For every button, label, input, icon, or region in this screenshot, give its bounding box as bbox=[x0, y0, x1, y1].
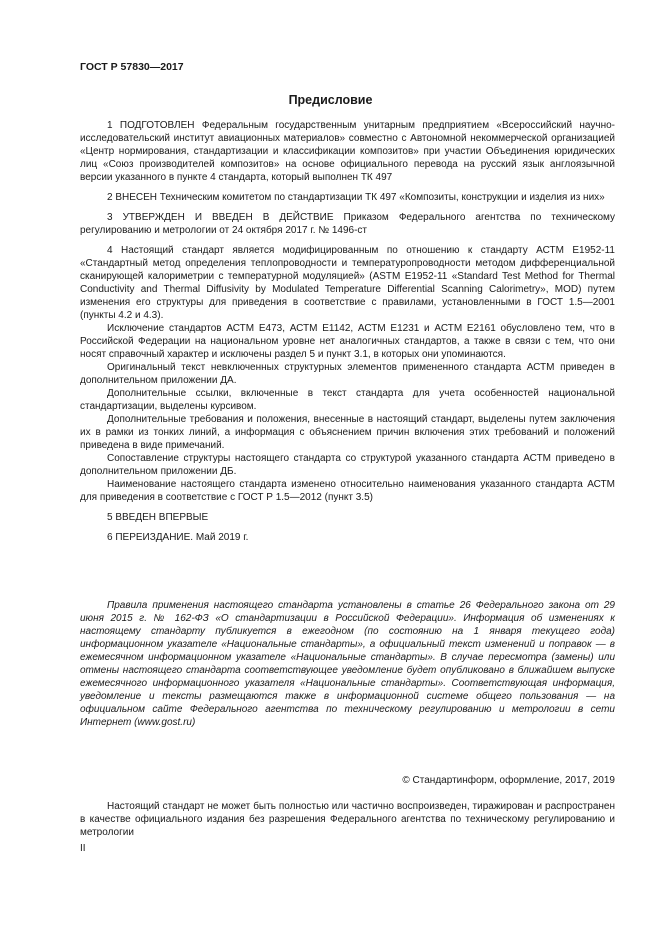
application-rules-notice bbox=[80, 599, 615, 729]
section-2: 2 ВНЕСЕН Техническим комитетом по стандартизации ТК 497 «Композиты, конструкции и изделия из них» bbox=[107, 192, 605, 203]
standard-id: ГОСТ Р 57830—2017 bbox=[80, 61, 184, 73]
section-4: 4 Настоящий стандарт является модифицированным по отношению к стандарту АСТМ Е1952-11 «Стандартный метод определения теплопроводности и температуропроводности методом дифференциальной сканирующей калориметрии с температурной модуляцией» (ASTM E1952-11 «Standard Test Method for Thermal Conductivity and Thermal Diffusivity by Modulated Temperature Differential Scanning Calorimetry», MOD) путем изменения его структуры для приведения в соответствие с правилами, установленными в ГОСТ 1.5—2001 (пункты 4.2 и 4.3). bbox=[80, 245, 615, 321]
copyright-line: © Стандартинформ, оформление, 2017, 2019 bbox=[402, 775, 615, 786]
reproduction-text: Настоящий стандарт не может быть полностью или частично воспроизведен, тиражирован и распространен в качестве официального издания без разрешения Федерального агентства по техническому регулированию и метрологии bbox=[80, 801, 615, 838]
section-4-structure-comparison: Сопоставление структуры настоящего стандарта со структурой указанного стандарта АСТМ приведено в дополнительном приложении ДБ. bbox=[80, 453, 615, 477]
section-6: 6 ПЕРЕИЗДАНИЕ. Май 2019 г. bbox=[107, 532, 249, 543]
section-4-exclusion: Исключение стандартов АСТМ Е473, АСТМ Е1142, АСТМ Е1231 и АСТМ Е2161 обусловлено тем, что в Российской Федерации на национальном уровне нет аналогичных стандартов, а также в связи с тем, что они носят справочный характер и исключены раздел 5 и пункт 3.1, в которых они упоминаются. bbox=[80, 323, 615, 360]
page-number: II bbox=[80, 843, 86, 854]
preface-body bbox=[80, 119, 615, 544]
section-4-additional-reqs: Дополнительные требования и положения, внесенные в настоящий стандарт, выделены путем заключения их в рамки из тонких линий, а информация с объяснением причин включения этих требований и положений приведена в виде примечаний. bbox=[80, 414, 615, 451]
section-4-title-change: Наименование настоящего стандарта изменено относительно наименования указанного стандарта АСТМ для приведения в соответствие с ГОСТ Р 1.5—2012 (пункт 3.5) bbox=[80, 479, 615, 503]
section-4-original-text: Оригинальный текст невключенных структурных элементов примененного стандарта АСТМ приведен в дополнительном приложении ДА. bbox=[80, 362, 615, 386]
reproduction-notice bbox=[80, 800, 615, 839]
page-title: Предисловие bbox=[288, 93, 373, 107]
section-5: 5 ВВЕДЕН ВПЕРВЫЕ bbox=[107, 512, 209, 523]
section-4-additional-refs: Дополнительные ссылки, включенные в текст стандарта для учета особенностей национальной стандартизации, выделены курсивом. bbox=[80, 388, 615, 412]
notice-text: Правила применения настоящего стандарта установлены в статье 26 Федерального закона от 29 июня 2015 г. № 162-ФЗ «О стандартизации в Российской Федерации». Информация об изменениях к настоящему стандарту публикуется в ежегодном (по состоянию на 1 января текущего года) информационном указателе «Национальные стандарты», а официальный текст изменений и поправок — в ежемесячном информационном указателе «Национальные стандарты». В случае пересмотра (замены) или отмены настоящего стандарта соответствующее уведомление будет опубликовано в ближайшем выпуске ежемесячного информационного указателя «Национальные стандарты». Соответствующая информация, уведомление и тексты размещаются также в информационной системе общего пользования — на официальном сайте Федерального агентства по техническому регулированию и метрологии в сети Интернет (www.gost.ru) bbox=[80, 600, 615, 728]
section-3: 3 УТВЕРЖДЕН И ВВЕДЕН В ДЕЙСТВИЕ Приказом Федерального агентства по техническому регулированию и метрологии от 24 октября 2017 г. № 1496-ст bbox=[80, 212, 615, 236]
section-1: 1 ПОДГОТОВЛЕН Федеральным государственным унитарным предприятием «Всероссийский научно-исследовательский институт авиационных материалов» совместно с Автономной некоммерческой организацией «Центр нормирования, стандартизации и классификации композитов» при участии Объединения юридических лиц «Союз производителей композитов» на основе официального перевода на русский язык англоязычной версии указанного в пункте 4 стандарта, который выполнен ТК 497 bbox=[80, 120, 615, 183]
